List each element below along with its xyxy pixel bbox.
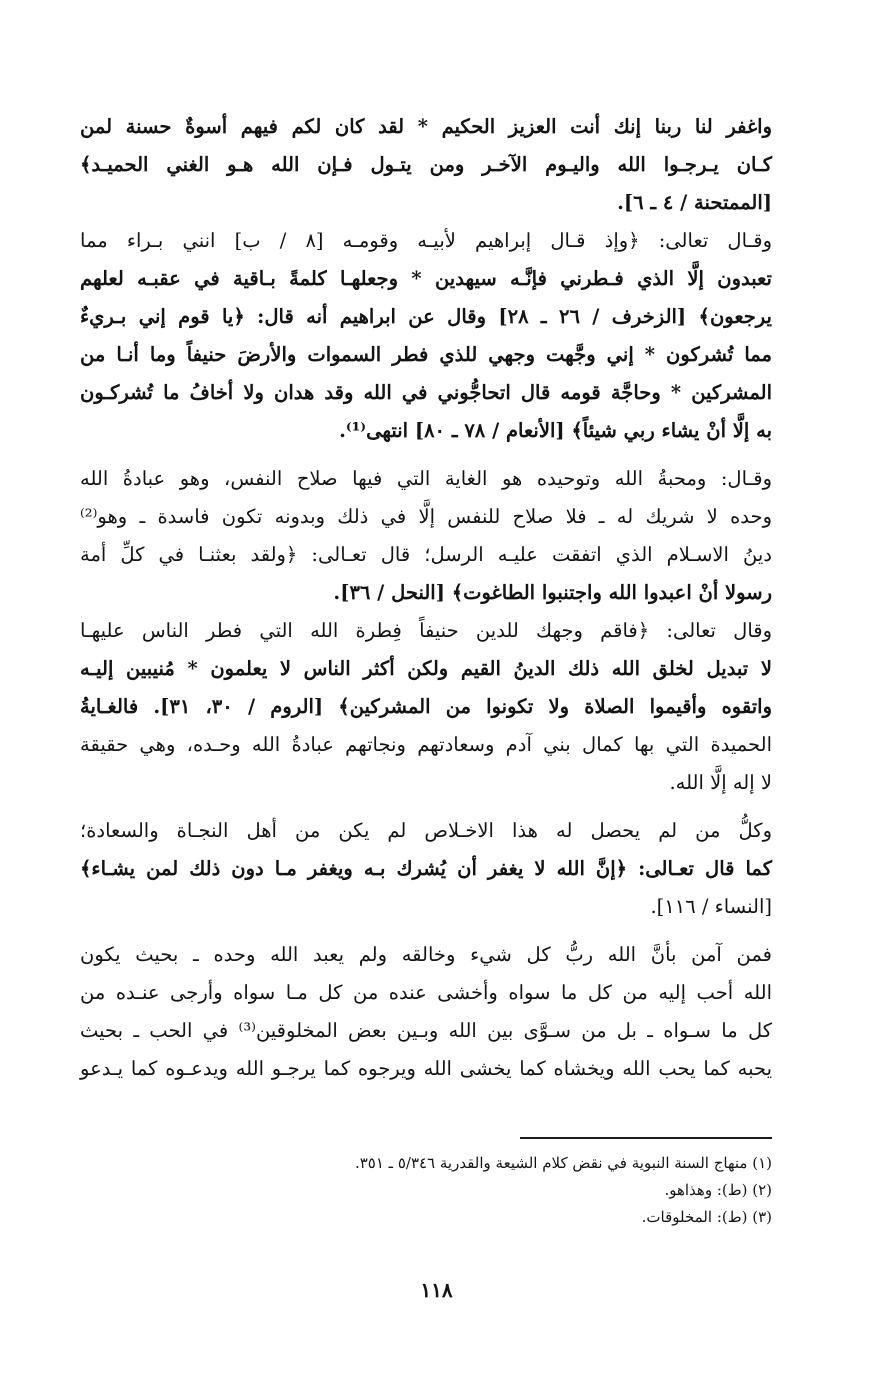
- text-line: كما قال تعـالى: ﴿إنَّ الله لا يغفر أن يُشرك بـه ويغفر مـا دون ذلك لمن يشـاء﴾: [80, 857, 772, 880]
- text-line: لا تبديل لخلق الله ذلك الدينُ القيم ولكن أكثر الناس لا يعلمون * مُنيبين إليـه: [80, 657, 772, 680]
- text-line: الحميدة التي بها كمال بني آدم وسعادتهم ونجاتهم عبادةُ الله وحـده، وهي حقيقة: [80, 733, 772, 756]
- text-line: واغفر لنا ربنا إنك أنت العزيز الحكيم * لقد كان لكم فيهم أسوةٌ حسنة لمن: [80, 115, 772, 138]
- text-line: وقـال تعالى: ﴿وإذ قـال إبراهيم لأبيـه وقومـه [٨ / ب] انني بـراء مما: [80, 229, 772, 252]
- page-body: [80, 108, 772, 1088]
- footnotes: [300, 1150, 772, 1231]
- text-line: وقـال: ومحبةُ الله وتوحيده هو الغاية التي فيها صلاح النفس، وهو عبادةُ الله: [80, 467, 772, 490]
- text-line: دينُ الاسـلام الذي اتفقت عليـه الرسل؛ قال تعـالى: ﴿ولقد بعثنـا في كلِّ أمة: [80, 543, 772, 566]
- text-line: واتقوه وأقيموا الصلاة ولا تكونوا من المشركين﴾ [الروم / ٣٠، ٣١]. فالغـايةُ: [80, 695, 772, 718]
- text-line: به إلَّا أنْ يشاء ربي شيئاً﴾ [الأنعام / ٧٨ ـ ٨٠] انتهى⁽¹⁾.: [339, 419, 772, 442]
- text-line: وحده لا شريك له ـ فلا صلاح للنفس إلَّا في ذلك وبدونه تكون فاسدة ـ وهو⁽²⁾: [80, 505, 772, 528]
- text-line: تعبدون إلَّا الذي فـطرني فإنَّـه سيهدين * وجعلهـا كلمةً بـاقية في عقبـه لعلهم: [80, 267, 772, 290]
- text-line: رسولا أنْ اعبدوا الله واجتنبوا الطاغوت﴾ [النحل / ٣٦].: [333, 581, 772, 604]
- text-line: وقال تعالى: ﴿فاقم وجهك للدين حنيفاً فِطرة الله التي فطر الناس عليهـا: [80, 619, 772, 642]
- footnote: (٣) (ط): المخلوقات.: [641, 1208, 772, 1226]
- text-line: المشركين * وحاجَّة قومه قال اتحاجُّوني في الله وقد هدان ولا أخافُ ما تُشركـون: [80, 381, 772, 404]
- text-line: مما تُشركون * إني وجَّهت وجهي للذي فطر السموات والأرضَ حنيفاً وما أنـا من: [80, 343, 772, 366]
- text-line: لا إله إلَّا الله.: [669, 771, 772, 794]
- text-line: الله أحب إليه من كل ما سواه وأخشى عنده من كل مـا سواه وأرجى عنـده من: [80, 981, 772, 1004]
- footnote-divider: [520, 1137, 772, 1139]
- text-line: وكلُّ من لم يحصل له هذا الاخـلاص لم يكن من أهل النجـاة والسعادة؛: [80, 819, 772, 842]
- text-line: يرجعون﴾ [الزخرف / ٢٦ ـ ٢٨] وقال عن ابراهيم أنه قال: ﴿يا قوم إني بـريءٌ: [80, 305, 772, 328]
- text-line: فمن آمن بأنَّ الله ربُّ كل شيء وخالقه ولم يعبد الله وحده ـ بحيث يكون: [80, 943, 772, 966]
- footnote: (٢) (ط): وهذاهو.: [664, 1181, 772, 1199]
- text-line: [النساء / ١١٦].: [650, 895, 772, 918]
- text-line: [الممتحنة / ٤ ـ ٦].: [617, 191, 772, 214]
- text-line: يحبه كما يحب الله ويخشاه كما يخشى الله ويرجوه كما يرجـو الله ويدعـوه كما يـدعو: [80, 1057, 772, 1080]
- text-line: كل ما سـواه ـ بل من سـوَّى بين الله وبـين بعض المخلوقين⁽³⁾ في الحب ـ بحيث: [80, 1019, 772, 1042]
- text-line: كـان يـرجـوا الله واليـوم الآخـر ومن يتـول فـإن الله هـو الغني الحميـد﴾: [80, 153, 772, 176]
- footnote: (١) منهاج السنة النبوية في نقض كلام الشيعة والقدرية ٥/٣٤٦ ـ ٣٥١.: [354, 1154, 772, 1172]
- page-number: ١١٨: [420, 1278, 453, 1302]
